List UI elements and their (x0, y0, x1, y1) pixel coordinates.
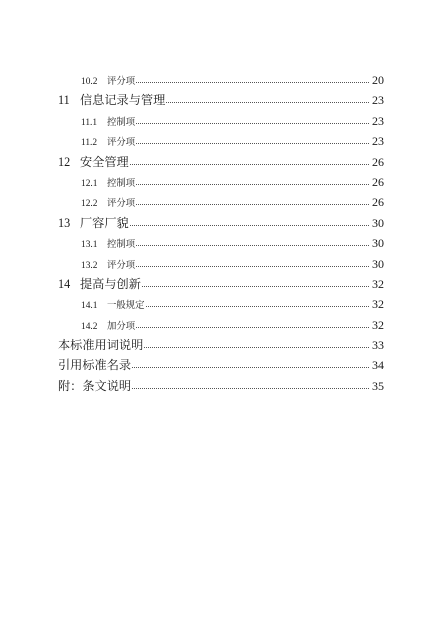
toc-entry-page-number: 30 (372, 256, 384, 271)
toc-entry-page-number: 26 (372, 174, 384, 189)
toc-entry-number: 11.1 (81, 117, 98, 128)
dot-leader (136, 176, 369, 186)
dot-leader (146, 298, 369, 308)
toc-entry[interactable] (58, 376, 384, 396)
toc-entry-page-number: 32 (372, 297, 384, 312)
toc-entry-number: 14.2 (81, 321, 98, 332)
dot-leader (136, 115, 369, 125)
dot-leader (132, 380, 369, 390)
toc-entry[interactable] (58, 213, 384, 233)
toc-entry-page-number: 23 (372, 134, 384, 149)
toc-entry-title: 评分项 (107, 138, 136, 149)
toc-entry-title: 本标准用词说明 (58, 338, 144, 353)
dot-leader (130, 217, 369, 227)
toc-entry-title: 厂容厂貌 (80, 215, 129, 230)
toc-entry-title: 控制项 (107, 240, 136, 251)
table-of-contents (58, 70, 384, 396)
toc-entry-page-number: 26 (372, 195, 384, 210)
dot-leader (136, 258, 369, 268)
toc-entry-number: 12.2 (81, 199, 98, 210)
toc-entry-number: 11 (58, 93, 70, 108)
toc-entry-page-number: 23 (372, 113, 384, 128)
toc-entry-title: 评分项 (107, 199, 136, 210)
toc-entry[interactable] (58, 90, 384, 110)
toc-entry[interactable] (58, 315, 384, 335)
toc-entry[interactable] (58, 172, 384, 192)
toc-entry[interactable] (58, 192, 384, 212)
toc-entry[interactable] (58, 335, 384, 355)
toc-entry-number: 13.2 (81, 260, 98, 271)
toc-entry-page-number: 20 (372, 73, 384, 87)
toc-entry[interactable] (58, 355, 384, 375)
toc-entry-page-number: 32 (372, 276, 384, 291)
toc-entry-title: 评分项 (107, 260, 136, 271)
toc-entry-page-number: 33 (372, 338, 384, 353)
toc-entry-title: 一般规定 (107, 301, 145, 312)
toc-entry-title: 附：条文说明 (58, 378, 132, 393)
toc-entry[interactable] (58, 131, 384, 151)
toc-entry-page-number: 26 (372, 154, 384, 169)
dot-leader (166, 94, 369, 104)
dot-leader (144, 339, 369, 349)
toc-entry[interactable] (58, 70, 384, 90)
toc-entry-title: 评分项 (107, 77, 136, 87)
toc-entry-title: 控制项 (107, 178, 136, 189)
toc-entry-number: 14.1 (81, 301, 98, 312)
toc-entry-title: 提高与创新 (80, 276, 141, 291)
dot-leader (132, 359, 369, 369)
dot-leader (136, 135, 369, 145)
toc-entry-title: 引用标准名录 (58, 358, 132, 373)
toc-entry-page-number: 35 (372, 378, 384, 393)
dot-leader (136, 319, 369, 329)
toc-entry-page-number: 23 (372, 93, 384, 108)
toc-entry-number: 12 (58, 154, 71, 169)
toc-entry-number: 13 (58, 215, 71, 230)
toc-entry-page-number: 34 (372, 358, 384, 373)
dot-leader (136, 237, 369, 247)
toc-entry-title: 控制项 (107, 117, 136, 128)
toc-entry-number: 14 (58, 276, 71, 291)
toc-entry[interactable] (58, 274, 384, 294)
toc-entry[interactable] (58, 294, 384, 314)
toc-entry-page-number: 30 (372, 236, 384, 251)
toc-entry-number: 12.1 (81, 178, 98, 189)
dot-leader (130, 156, 369, 166)
toc-entry-number: 10.2 (81, 77, 98, 87)
toc-entry-number: 11.2 (81, 138, 98, 149)
dot-leader (136, 196, 369, 206)
toc-entry-number: 13.1 (81, 240, 98, 251)
toc-entry-title: 信息记录与管理 (80, 93, 166, 108)
toc-entry[interactable] (58, 152, 384, 172)
toc-entry[interactable] (58, 254, 384, 274)
toc-entry-title: 安全管理 (80, 154, 129, 169)
toc-entry[interactable] (58, 111, 384, 131)
dot-leader (142, 278, 369, 288)
dot-leader (136, 74, 369, 84)
toc-entry[interactable] (58, 233, 384, 253)
toc-entry-page-number: 32 (372, 317, 384, 332)
toc-entry-page-number: 30 (372, 215, 384, 230)
toc-entry-title: 加分项 (107, 321, 136, 332)
